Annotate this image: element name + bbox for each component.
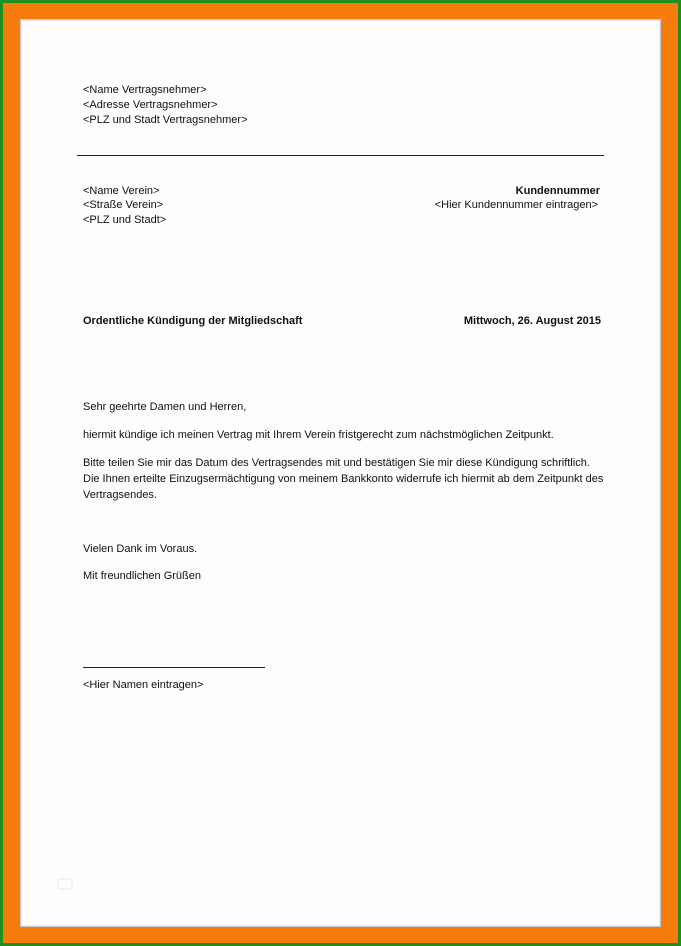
sender-city: <PLZ und Stadt Vertragsnehmer>: [83, 114, 248, 126]
sender-name: <Name Vertragsnehmer>: [83, 84, 207, 96]
thanks-line: Vielen Dank im Voraus.: [83, 543, 198, 555]
salutation: Sehr geehrte Damen und Herren,: [83, 401, 247, 413]
customer-number-label: Kundennummer: [515, 185, 600, 197]
header-divider: [77, 155, 604, 156]
sender-address: <Adresse Vertragsnehmer>: [83, 99, 218, 111]
body-paragraph-2-line-1: Bitte teilen Sie mir das Datum des Vertragsendes mit und bestätigen Sie mir diese Kündigung schriftlich.: [83, 457, 590, 469]
document-page: [20, 19, 661, 927]
recipient-city: <PLZ und Stadt>: [83, 214, 167, 226]
subject-line: Ordentliche Kündigung der Mitgliedschaft: [83, 315, 303, 327]
watermark-icon: [57, 877, 73, 891]
recipient-street: <Straße Verein>: [83, 199, 164, 211]
letter-date: Mittwoch, 26. August 2015: [463, 315, 601, 327]
body-paragraph-1: hiermit kündige ich meinen Vertrag mit Ihrem Verein fristgerecht zum nächstmöglichen Zeitpunkt.: [83, 429, 554, 441]
closing-line: Mit freundlichen Grüßen: [83, 570, 201, 582]
signature-line: [83, 667, 265, 668]
body-paragraph-2-line-3: Vertragsendes.: [83, 489, 157, 501]
customer-number-placeholder: <Hier Kundennummer eintragen>: [434, 199, 598, 211]
body-paragraph-2-line-2: Die Ihnen erteilte Einzugsermächtigung von meinem Bankkonto widerrufe ich hiermit ab dem Zeitpunkt des: [83, 473, 604, 485]
signature-name-placeholder: <Hier Namen eintragen>: [83, 679, 204, 691]
recipient-name: <Name Verein>: [83, 185, 160, 197]
